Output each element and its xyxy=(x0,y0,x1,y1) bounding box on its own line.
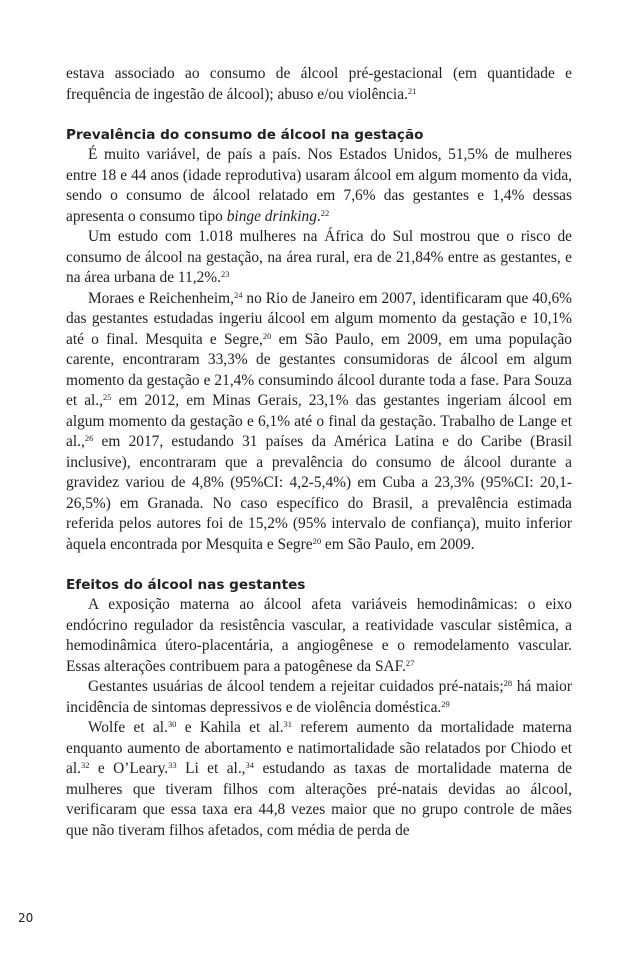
citation-number: 26 xyxy=(84,433,94,443)
body-paragraph xyxy=(66,64,572,105)
text-run: Gestantes usuárias de álcool tendem a rejeitar cuidados pré-natais; xyxy=(88,678,504,695)
text-run: estudando as taxas de mortalidade materna de mulheres que tiveram filhos com alterações pré-natais devidas ao álcool, verificaram que essa taxa era 44,8 vezes maior que no grupo controle de mães que não tiveram filhos afetados, com média de perda de xyxy=(66,760,573,839)
citation-number: 33 xyxy=(168,760,177,770)
citation-number: 30 xyxy=(167,719,177,729)
text-run: Wolfe et al. xyxy=(88,719,168,736)
text-run: em São Paulo, em 2009, em uma população carente, encontraram 33,3% de gestantes consumidoras de álcool em algum momento da gestação e 21,4% consumindo álcool durante toda a fase. Para Souza et al., xyxy=(66,330,572,409)
section-heading: Prevalência do consumo de álcool na gestação xyxy=(66,127,424,143)
text-run: em São Paulo, em 2009. xyxy=(321,535,475,553)
document-body xyxy=(66,64,572,841)
text-run: Um estudo com 1.018 mulheres na África do Sul mostrou que o risco de consumo de álcool na gestação, na área rural, era de 21,84% entre as gestantes, e na área urbana de 11,2%. xyxy=(66,228,572,286)
citation-number: 21 xyxy=(407,85,417,96)
citation-number: 20 xyxy=(312,535,322,546)
body-paragraph xyxy=(66,289,572,556)
text-run: em 2012, em Minas Gerais, 23,1% das gestantes ingeriam álcool em algum momento da gestação e 6,1% até o final da gestação. Trabalho de Lange et al., xyxy=(66,392,572,450)
citation-number: 27 xyxy=(405,657,415,668)
citation-number: 32 xyxy=(80,760,90,770)
citation-number: 23 xyxy=(220,269,230,279)
body-paragraph xyxy=(66,718,572,841)
page-number: 20 xyxy=(18,911,34,925)
text-run: referem aumento da mortalidade materna enquanto aumento de abortamento e natimortalidade são relatados por Chiodo et al. xyxy=(66,719,572,777)
text-run: . xyxy=(316,207,321,225)
text-run: e O’Leary. xyxy=(89,760,169,777)
body-paragraph xyxy=(66,145,572,227)
body-paragraph xyxy=(66,595,572,677)
italic-term: binge drinking xyxy=(226,207,317,225)
citation-number: 29 xyxy=(441,698,450,709)
text-run: A exposição materna ao álcool afeta variáveis hemodinâmicas: o eixo endócrino regulador da resistência vascular, a reatividade vascular sistêmica, a hemodinâmica útero-placentária, a angiogênese e o remodelamento vascular. Essas alterações contribuem para a patogênese da SAF. xyxy=(66,596,572,675)
citation-number: 22 xyxy=(320,207,330,218)
citation-number: 25 xyxy=(103,392,112,402)
text-run: e Kahila et al. xyxy=(176,719,284,736)
body-paragraph xyxy=(66,227,572,289)
text-run: no Rio de Janeiro em 2007, identificaram que 40,6% das gestantes estudadas ingeriu álcool em algum momento da gestação e 10,1% até o final. Mesquita e Segre, xyxy=(66,289,572,348)
citation-number: 20 xyxy=(262,330,272,341)
text-run: há maior incidência de sintomas depressivos e de violência doméstica. xyxy=(66,678,572,716)
citation-number: 34 xyxy=(245,760,255,770)
text-run: Moraes e Reichenheim, xyxy=(88,289,234,307)
citation-number: 31 xyxy=(283,719,293,729)
text-run: É muito variável, de país a país. Nos Estados Unidos, 51,5% de mulheres entre 18 e 44 anos (idade reprodutiva) usaram álcool em algum momento da vida, sendo o consumo de álcool relatado em 7,6% das gestantes e 1,4% dessas apresenta o consumo tipo xyxy=(66,146,572,225)
body-paragraph xyxy=(66,677,572,718)
citation-number: 28 xyxy=(503,678,513,688)
text-run: Li et al., xyxy=(176,760,246,777)
section-heading: Efeitos do álcool nas gestantes xyxy=(66,577,306,593)
text-run: em 2017, estudando 31 países da América Latina e do Caribe (Brasil inclusive), encontraram que a prevalência do consumo de álcool durante a gravidez variou de 4,8% (95%CI: 4,2-5,4%) em Cuba a 23,3% (95%CI: 20,1-26,5%) em Granada. No caso específico do Brasil, a prevalência estimada referida pelos autores foi de 15,2% (95% intervalo de confiança), muito inferior àquela encontrada por Mesquita e Segre xyxy=(66,433,572,553)
citation-number: 24 xyxy=(233,289,243,300)
text-run: estava associado ao consumo de álcool pré-gestacional (em quantidade e frequência de ingestão de álcool); abuso e/ou violência. xyxy=(66,65,572,103)
